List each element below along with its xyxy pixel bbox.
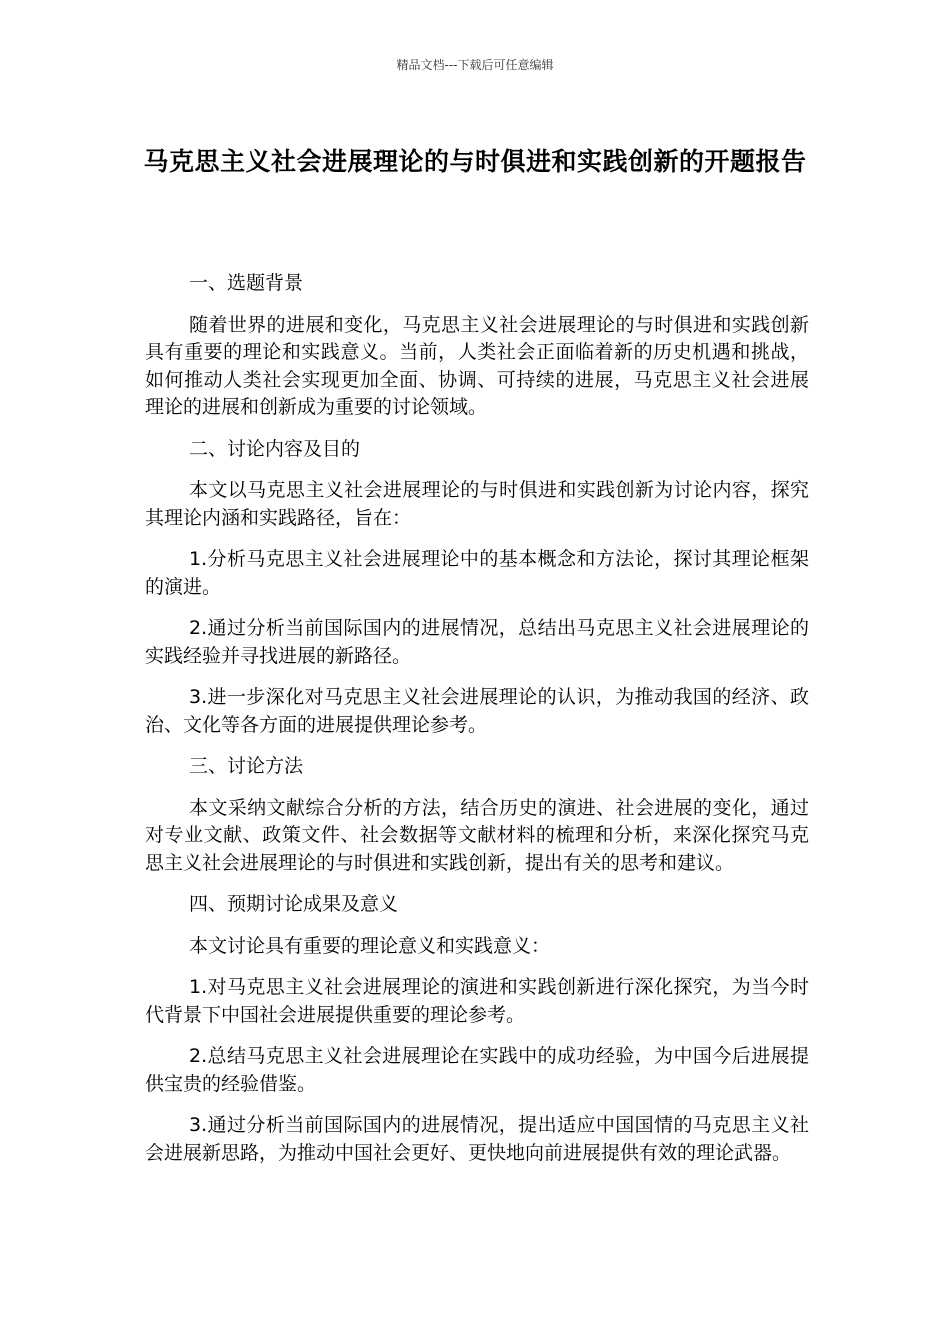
list-item: 2.总结马克思主义社会进展理论在实践中的成功经验，为中国今后进展提供宝贵的经验借鉴。 <box>145 1045 809 1095</box>
list-item: 2.通过分析当前国际国内的进展情况，总结出马克思主义社会进展理论的实践经验并寻找进展的新路径。 <box>145 617 809 667</box>
section-heading: 二、讨论内容及目的 <box>189 437 361 460</box>
section-heading: 三、讨论方法 <box>189 755 304 777</box>
list-item: 3.进一步深化对马克思主义社会进展理论的认识，为推动我国的经济、政治、文化等各方面的进展提供理论参考。 <box>145 686 809 736</box>
header-note: 精品文档---下载后可任意编辑 <box>396 58 554 72</box>
section-heading: 四、预期讨论成果及意义 <box>189 893 399 915</box>
list-item: 1.对马克思主义社会进展理论的演进和实践创新进行深化探究，为当今时代背景下中国社会进展提供重要的理论参考。 <box>145 976 809 1026</box>
paragraph: 本文以马克思主义社会进展理论的与时俱进和实践创新为讨论内容，探究其理论内涵和实践路径，旨在： <box>145 479 809 529</box>
section-heading: 一、选题背景 <box>189 272 304 294</box>
list-item: 1.分析马克思主义社会进展理论中的基本概念和方法论，探讨其理论框架的演进。 <box>145 548 809 598</box>
paragraph: 本文采纳文献综合分析的方法，结合历史的演进、社会进展的变化，通过对专业文献、政策文件、社会数据等文献材料的梳理和分析，来深化探究马克思主义社会进展理论的与时俱进和实践创新，提出有关的思考和建议。 <box>145 796 809 874</box>
list-item: 3.通过分析当前国际国内的进展情况，提出适应中国国情的马克思主义社会进展新思路，为推动中国社会更好、更快地向前进展提供有效的理论武器。 <box>145 1114 809 1164</box>
paragraph: 本文讨论具有重要的理论意义和实践意义： <box>189 934 551 957</box>
document-body <box>145 270 809 1181</box>
paragraph: 随着世界的进展和变化，马克思主义社会进展理论的与时俱进和实践创新具有重要的理论和实践意义。当前，人类社会正面临着新的历史机遇和挑战，如何推动人类社会实现更加全面、协调、可持续的进展，马克思主义社会进展理论的进展和创新成为重要的讨论领域。 <box>145 313 809 418</box>
document-title: 马克思主义社会进展理论的与时俱进和实践创新的开题报告 <box>143 147 807 176</box>
